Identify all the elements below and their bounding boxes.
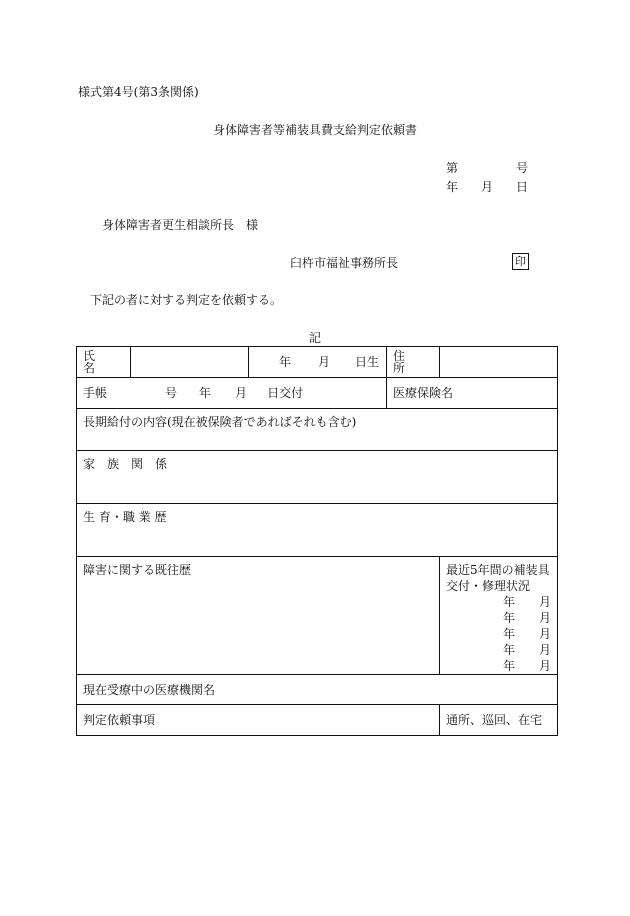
judgment-request-cell[interactable]: [77, 705, 440, 736]
seal-stamp: 印: [512, 253, 529, 270]
recent-device-row: [446, 658, 551, 674]
notebook-issued-label: 日交付: [267, 386, 304, 400]
form-number: 様式第4号(第3条関係): [78, 85, 199, 99]
address-label-cell: [387, 347, 440, 378]
row-year-label: 年: [502, 611, 515, 625]
notebook-month-label: 月: [235, 386, 248, 400]
name-input-cell[interactable]: [131, 347, 249, 378]
row-month-label: 月: [538, 643, 551, 657]
judgment-options-cell[interactable]: [440, 705, 558, 736]
date-month-label: 月: [481, 180, 494, 194]
insurance-cell[interactable]: [387, 378, 558, 409]
long-term-benefit-cell[interactable]: [77, 409, 558, 451]
recent-device-row: [446, 610, 551, 626]
birth-date-cell[interactable]: [249, 347, 387, 378]
disability-history-label: 障害に関する既往歴: [83, 563, 192, 577]
row-year-label: 年: [502, 643, 515, 657]
recent-devices-title-1: 最近5年間の補装具: [446, 563, 550, 577]
judgment-request-label: 判定依頼事項: [83, 713, 156, 727]
request-text: 下記の者に対する判定を依頼する。: [90, 293, 283, 307]
recent-device-row: [446, 642, 551, 658]
document-number-suffix: 号: [516, 161, 529, 175]
address-label: 住 所: [393, 349, 430, 375]
family-relations-label: 家 族 関 係: [83, 457, 168, 471]
insurance-label: 医療保険名: [393, 386, 454, 400]
row-year-label: 年: [502, 595, 515, 609]
recent-devices-title-2: 交付・修理状況: [446, 579, 531, 593]
row-year-label: 年: [502, 627, 515, 641]
document-title: 身体障害者等補装具費支給判定依頼書: [212, 123, 417, 137]
document-number-label: 第: [446, 161, 459, 175]
current-medical-institution-cell[interactable]: [77, 675, 558, 705]
judgment-options: 通所、巡回、在宅: [446, 713, 543, 727]
name-label: 氏 名: [83, 349, 120, 375]
note-heading: 記: [308, 331, 321, 345]
application-form-table: [76, 346, 558, 736]
current-medical-institution-label: 現在受療中の医療機関名: [83, 682, 216, 697]
recent-device-row: [446, 594, 551, 610]
row-month-label: 月: [538, 611, 551, 625]
row-month-label: 月: [538, 595, 551, 609]
sender: 臼杵市福祉事務所長: [290, 256, 399, 270]
family-relations-cell[interactable]: [77, 451, 558, 504]
career-history-label: 生 育・職 業 歴: [83, 510, 167, 524]
career-history-cell[interactable]: [77, 504, 558, 557]
row-month-label: 月: [538, 659, 551, 673]
notebook-number-label: 号: [165, 386, 178, 400]
notebook-label: 手帳: [83, 386, 108, 400]
row-year-label: 年: [502, 659, 515, 673]
addressee: 身体障害者更生相談所長 様: [102, 218, 259, 232]
birth-year-label: 年: [279, 355, 292, 369]
long-term-benefit-label: 長期給付の内容(現在被保険者であればそれも含む): [83, 415, 357, 429]
notebook-year-label: 年: [199, 386, 212, 400]
row-month-label: 月: [538, 627, 551, 641]
disability-history-cell[interactable]: [77, 557, 440, 675]
notebook-cell[interactable]: [77, 378, 387, 409]
address-input-cell[interactable]: [440, 347, 558, 378]
birth-day-label: 日生: [355, 355, 380, 369]
date-year-label: 年: [446, 180, 459, 194]
date-day-label: 日: [516, 180, 529, 194]
recent-devices-cell[interactable]: [440, 557, 558, 675]
birth-month-label: 月: [318, 355, 331, 369]
name-label-cell: [77, 347, 131, 378]
recent-device-row: [446, 626, 551, 642]
